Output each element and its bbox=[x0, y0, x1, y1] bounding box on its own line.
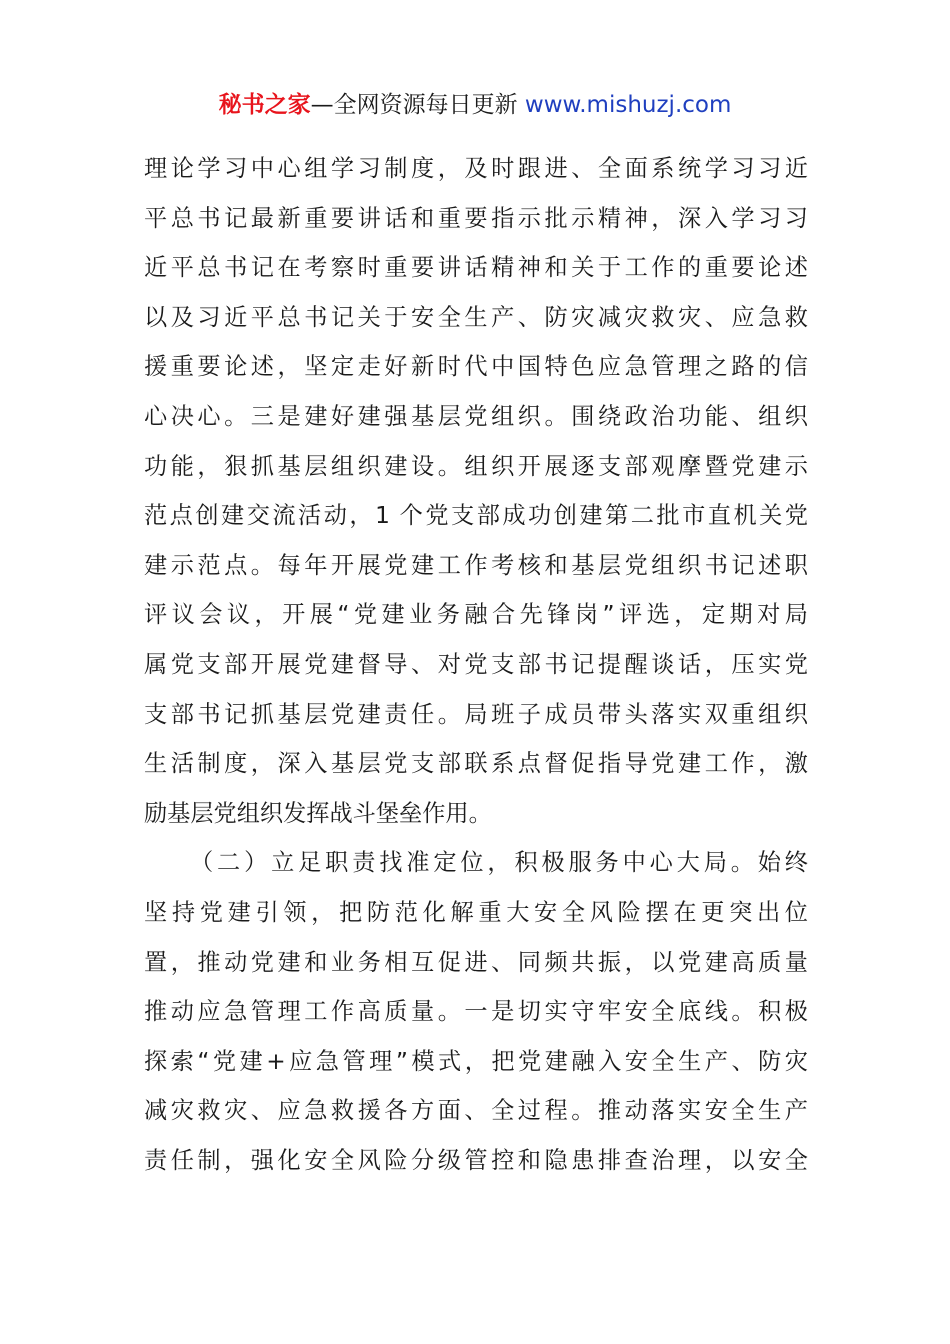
text-line: 范点创建交流活动，1 个党支部成功创建第二批市直机关党 bbox=[144, 502, 808, 530]
text-line: 减灾救灾、应急救援各方面、全过程。推动落实安全生产 bbox=[144, 1097, 808, 1125]
paragraph-2 bbox=[144, 838, 808, 1185]
text-line: 援重要论述，坚定走好新时代中国特色应急管理之路的信 bbox=[144, 353, 808, 381]
brand-name: 秘书之家 bbox=[218, 92, 311, 118]
text-line: 推动应急管理工作高质量。一是切实守牢安全底线。积极 bbox=[144, 998, 808, 1026]
page-header bbox=[0, 88, 950, 122]
text-line: 平总书记最新重要讲话和重要指示批示精神，深入学习习 bbox=[144, 204, 808, 232]
text-line: 以及习近平总书记关于安全生产、防灾减灾救灾、应急救 bbox=[144, 303, 808, 331]
text-line: 探索“党建+应急管理”模式，把党建融入安全生产、防灾 bbox=[144, 1047, 808, 1075]
text-line: 建示范点。每年开展党建工作考核和基层党组织书记述职 bbox=[144, 551, 808, 579]
text-line: 功能，狠抓基层组织建设。组织开展逐支部观摩暨党建示 bbox=[144, 452, 808, 480]
text-line: 置，推动党建和业务相互促进、同频共振，以党建高质量 bbox=[144, 948, 808, 976]
website-link[interactable]: www.mishuzj.com bbox=[524, 92, 732, 118]
text-line: 理论学习中心组学习制度，及时跟进、全面系统学习习近 bbox=[144, 155, 808, 182]
paragraph-1 bbox=[144, 144, 808, 838]
text-line: 评议会议，开展“党建业务融合先锋岗”评选，定期对局 bbox=[144, 601, 808, 629]
text-line: 坚持党建引领，把防范化解重大安全风险摆在更突出位 bbox=[144, 898, 808, 926]
text-line: 责任制，强化安全风险分级管控和隐患排查治理，以安全 bbox=[144, 1146, 808, 1174]
text-line: 支部书记抓基层党建责任。局班子成员带头落实双重组织 bbox=[144, 700, 808, 728]
document-body bbox=[144, 144, 808, 1185]
text-line: 励基层党组织发挥战斗堡垒作用。 bbox=[144, 799, 492, 827]
text-line: 生活制度，深入基层党支部联系点督促指导党建工作，激 bbox=[144, 750, 808, 778]
text-line: （二）立足职责找准定位，积极服务中心大局。始终 bbox=[190, 849, 808, 877]
text-line: 心决心。三是建好建强基层党组织。围绕政治功能、组织 bbox=[144, 402, 808, 430]
header-tagline: —全网资源每日更新 bbox=[310, 92, 525, 118]
text-line: 近平总书记在考察时重要讲话精神和关于工作的重要论述 bbox=[144, 254, 808, 282]
text-line: 属党支部开展党建督导、对党支部书记提醒谈话，压实党 bbox=[144, 650, 808, 678]
